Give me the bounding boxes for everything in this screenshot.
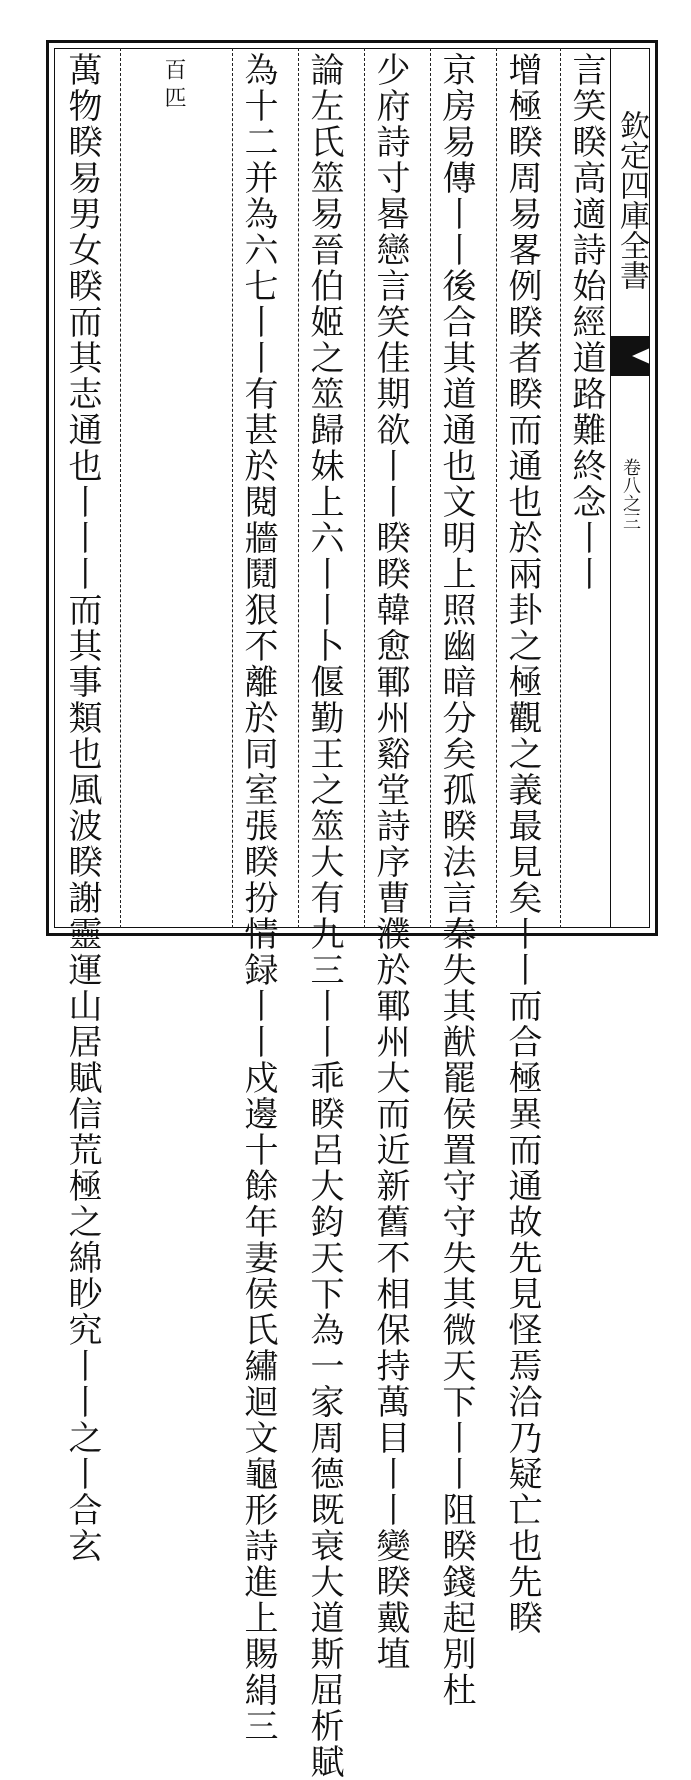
book-title: 欽定四庫全書: [614, 110, 649, 290]
column-rule: [430, 48, 431, 928]
text-column-1: 言笑睽高適詩始經道路難終念丨丨: [566, 52, 606, 592]
column-rule: [120, 48, 121, 928]
text-column-8: 萬物睽易男女睽而其志通也丨丨丨而其事類也風波睽謝靈運山居賦信荒極之綿眇究丨丨之丨合玄: [62, 52, 102, 1564]
column-rule: [496, 48, 497, 928]
volume-label: 卷八之三: [620, 458, 641, 530]
fish-tail-mark: [610, 336, 650, 376]
text-column-7: 百匹: [161, 58, 186, 114]
text-column-4: 少府詩寸晷戀言笑佳期欲丨丨睽睽韓愈鄆州谿堂詩序曹濮於鄆州大而近新舊不相保持萬目丨丨變睽戴埴: [370, 52, 410, 1672]
text-column-5: 論左氏筮易晉伯姬之筮歸妹上六丨丨卜偃勤王之筮大有九三丨丨乖睽呂大鈞天下為一家周德既衰大道斯屈析賦: [304, 52, 344, 1780]
text-column-6: 為十二并為六七丨丨有甚於閱牆鬩狠不離於同室張睽扮情録丨丨戍邊十餘年妻侯氏繡迴文龜形詩進上賜絹三: [238, 52, 278, 1744]
text-column-2: 增極睽周易畧例睽者睽而通也於兩卦之極觀之義最見矣丨丨而合極異而通故先見怪焉洽乃疑亡也先睽: [502, 52, 542, 1636]
gutter-divider: [610, 48, 611, 928]
column-rule: [298, 48, 299, 928]
column-rule: [232, 48, 233, 928]
column-rule: [560, 48, 561, 928]
page-gutter: [610, 48, 650, 928]
text-column-3: 京房易傳丨丨後合其道通也文明上照幽暗分矣孤睽法言秦失其猷罷侯置守守失其微天下丨丨阻睽錢起別杜: [436, 52, 476, 1708]
column-rule: [364, 48, 365, 928]
